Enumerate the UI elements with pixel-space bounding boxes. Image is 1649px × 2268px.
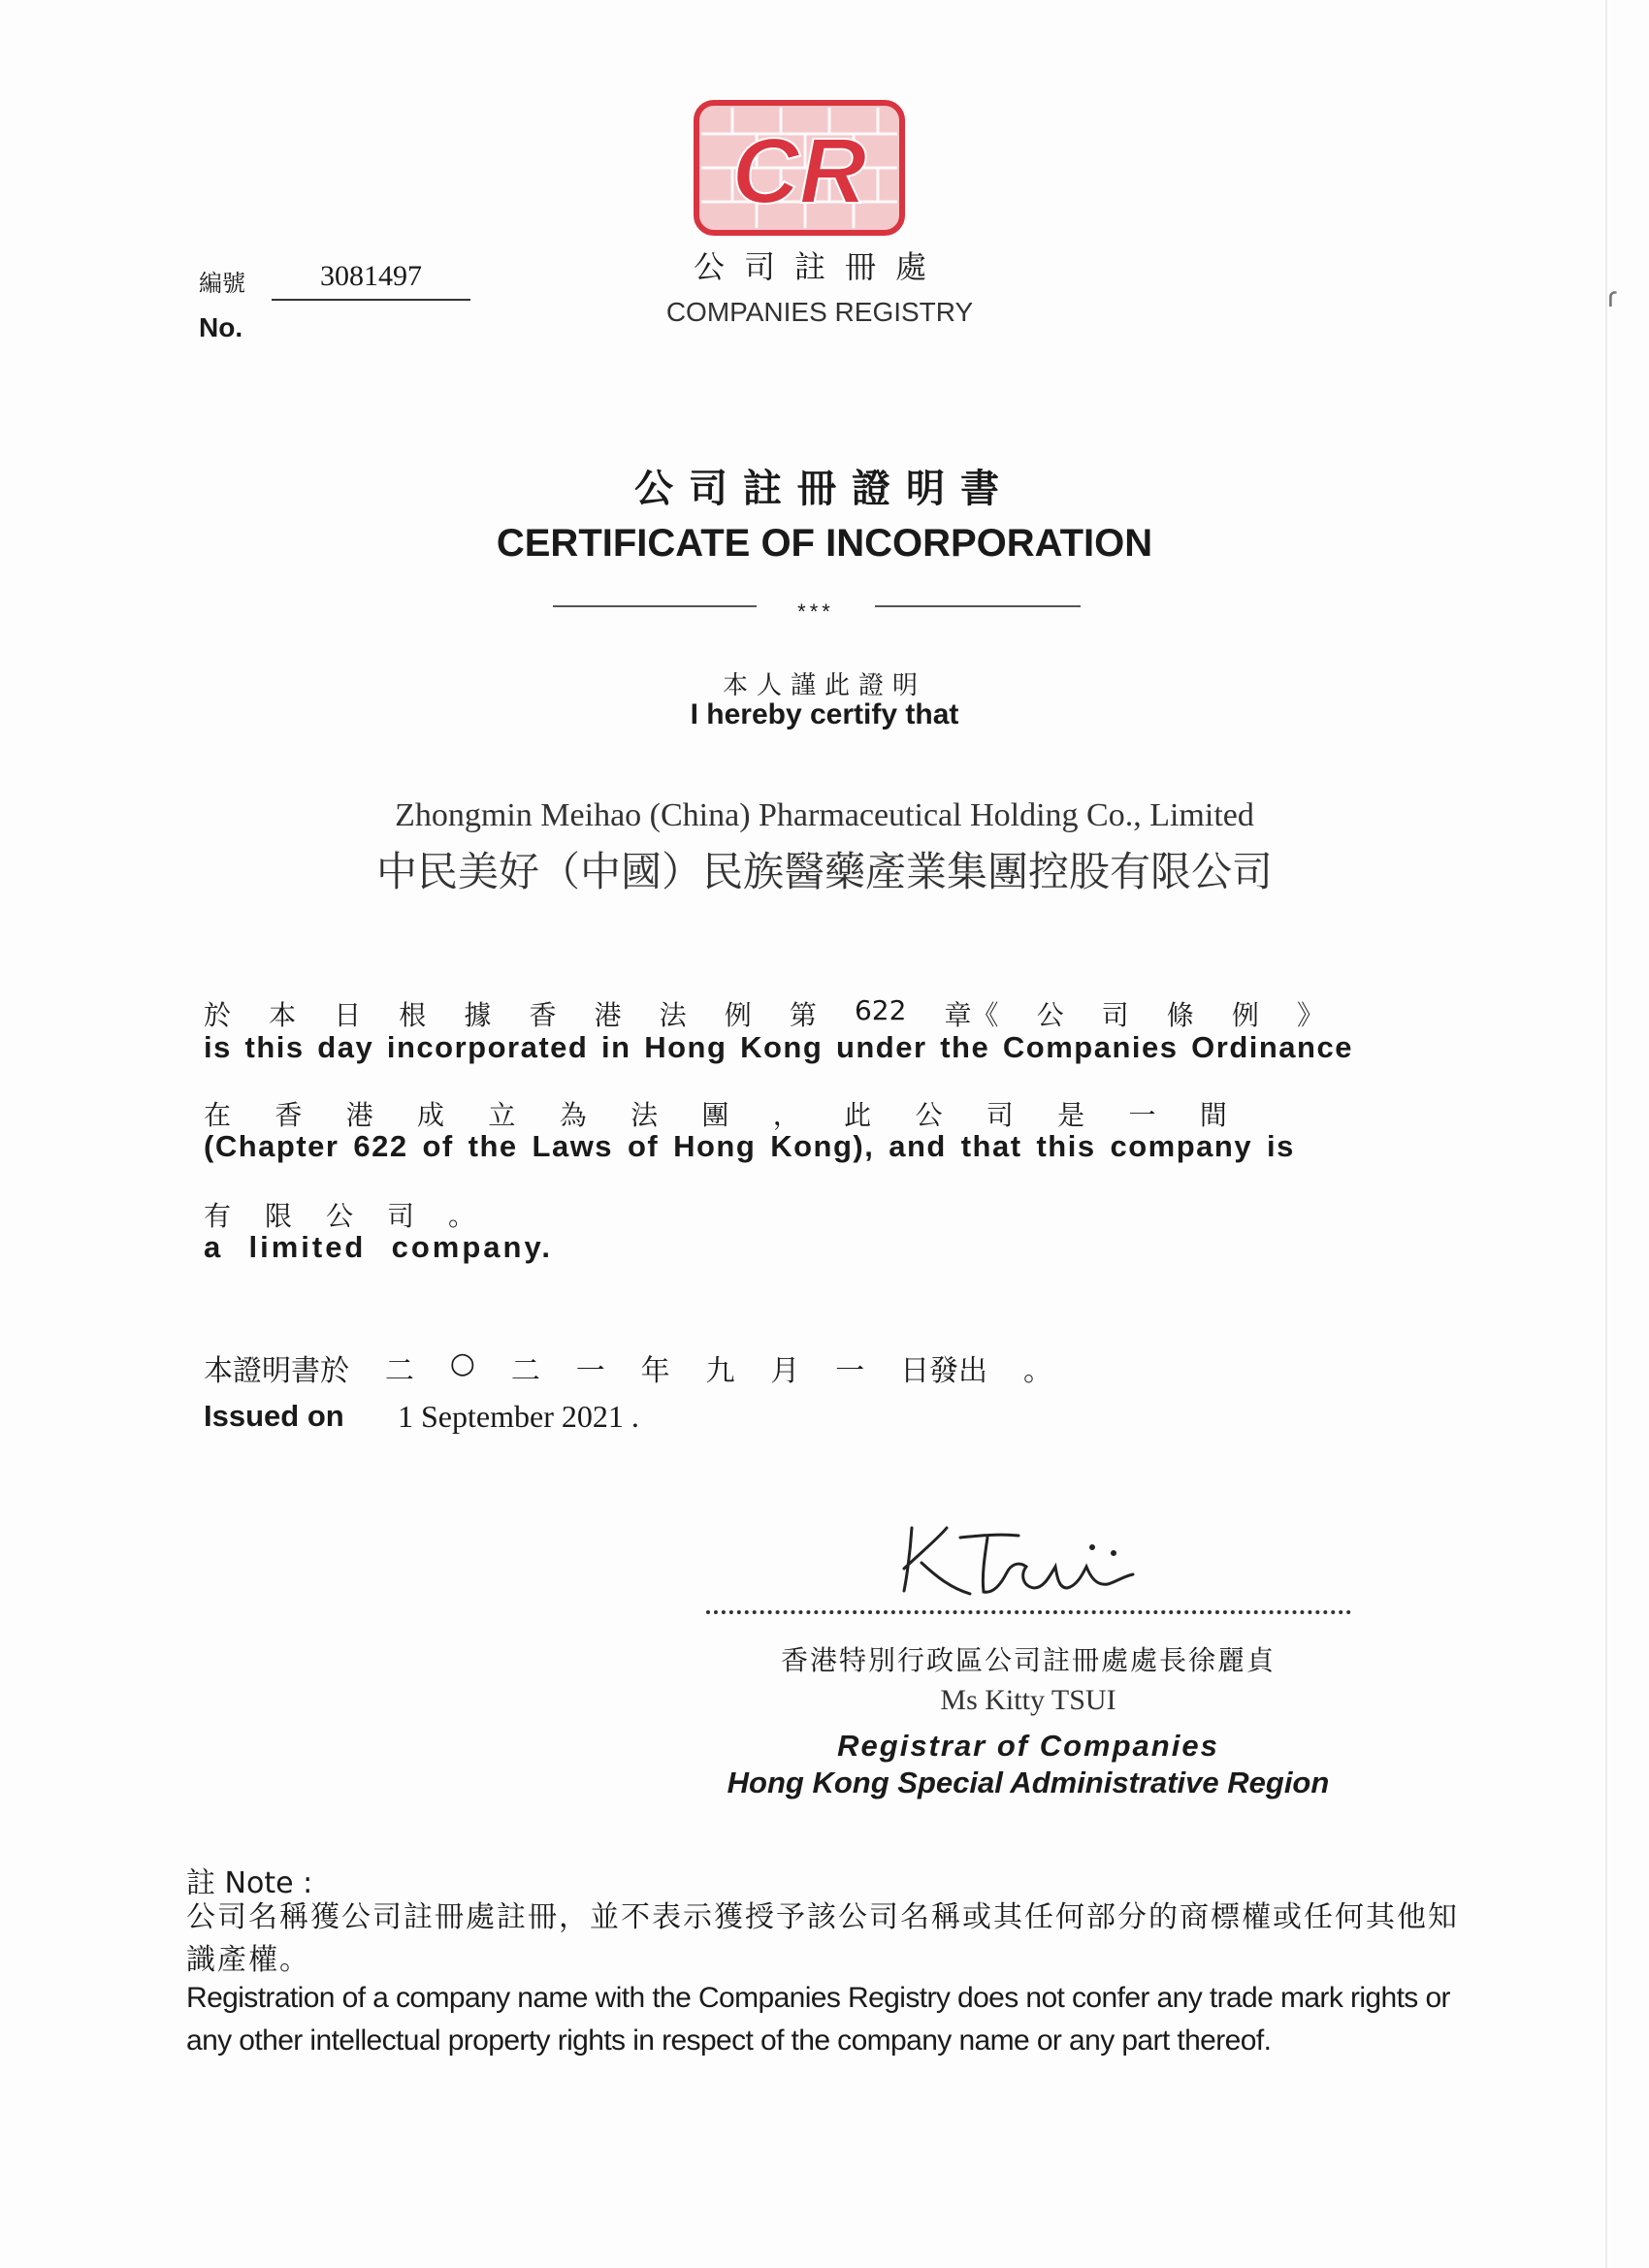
registrar-name: Ms Kitty TSUI — [940, 1684, 1116, 1716]
text-word: this — [244, 1030, 305, 1064]
text-word: 司 — [386, 1200, 414, 1232]
text-word: company — [1110, 1129, 1253, 1163]
text-word: 根 — [399, 999, 427, 1031]
text-word: 團 — [701, 1099, 729, 1131]
text-word: ， — [772, 1099, 800, 1131]
certify-zh: 本人謹此證明 — [722, 671, 926, 700]
text-word: the — [468, 1129, 518, 1163]
divider-ornament: *** — [797, 599, 834, 624]
body-line-3-en — [204, 1230, 553, 1265]
text-word: 限 — [264, 1200, 292, 1232]
logo-text: CR — [731, 119, 867, 223]
text-word: 二 — [510, 1354, 540, 1388]
text-word: 章《 — [944, 999, 999, 1031]
certify-en: I hereby certify that — [690, 698, 959, 730]
number-label-en: No. — [199, 312, 243, 342]
text-word: 香 — [275, 1099, 303, 1131]
text-word: 法 — [630, 1099, 659, 1131]
text-word: 》 — [1296, 999, 1324, 1031]
text-word: this — [1036, 1129, 1096, 1163]
body-line-2-en — [204, 1129, 1295, 1164]
text-word: 日發出 — [900, 1354, 988, 1388]
note-text-zh: 公司名稱獲公司註冊處註冊，並不表示獲授予該公司名稱或其任何部分的商標權或任何其他知識產權。 — [186, 1900, 1459, 1977]
text-word: in — [601, 1030, 631, 1064]
companies-registry-logo — [694, 100, 905, 236]
text-word: company. — [391, 1230, 553, 1264]
text-word: 成 — [417, 1099, 445, 1131]
signature-line — [706, 1610, 1351, 1614]
text-word: is — [204, 1030, 232, 1064]
text-word: 在 — [204, 1099, 232, 1131]
issued-date-zh — [204, 1346, 1052, 1389]
text-word: 日 — [334, 999, 362, 1031]
text-word: 月 — [770, 1354, 800, 1388]
text-word: 622 — [854, 994, 907, 1026]
text-word: 港 — [345, 1099, 373, 1131]
registration-number: 3081497 — [272, 260, 470, 301]
text-word: Ordinance — [1191, 1030, 1353, 1064]
registrar-title-en: Registrar of Companies — [837, 1729, 1219, 1763]
text-word: 是 — [1057, 1099, 1085, 1131]
note-text-en: Registration of a company name with the Companies Registry does not confer any trade mark rights or any other intellectual property rights in respect of the company name or any part thereof. — [186, 1982, 1450, 2057]
text-word: 年 — [640, 1354, 670, 1388]
registrar-region-en: Hong Kong Special Administrative Region — [727, 1766, 1330, 1799]
scan-edge — [1605, 0, 1607, 2268]
issued-label-en: Issued on — [204, 1399, 344, 1433]
divider-right — [875, 605, 1081, 607]
title-en: CERTIFICATE OF INCORPORATION — [496, 522, 1153, 565]
text-word: 第 — [789, 999, 817, 1031]
text-word: Laws — [532, 1129, 614, 1163]
text-word: Kong), — [770, 1129, 875, 1163]
text-word: 公 — [915, 1099, 943, 1131]
text-word: limited — [248, 1230, 367, 1264]
text-word: 公 — [325, 1200, 353, 1232]
text-word: (Chapter — [204, 1129, 340, 1163]
text-word: is — [1266, 1129, 1295, 1163]
registry-name-en: COMPANIES REGISTRY — [665, 297, 974, 327]
text-word: 立 — [488, 1099, 516, 1131]
text-word: 此 — [844, 1099, 872, 1131]
text-word: and — [889, 1129, 947, 1163]
text-word: 間 — [1199, 1099, 1227, 1131]
scan-mark: ɾ — [1607, 281, 1617, 313]
text-word: of — [627, 1129, 660, 1163]
body-line-3-zh — [204, 1195, 475, 1234]
text-word: Companies — [1002, 1030, 1179, 1064]
registry-name-zh: 公司註冊處 — [693, 248, 946, 285]
text-word: 。 — [447, 1200, 475, 1232]
text-word: ○ — [449, 1346, 475, 1380]
text-word: 例 — [1231, 999, 1259, 1031]
text-word: 622 — [353, 1129, 408, 1163]
body-line-2-zh — [204, 1094, 1227, 1133]
text-word: 於 — [204, 999, 232, 1031]
text-word: that — [960, 1129, 1022, 1163]
text-word: 本證明書於 — [204, 1354, 349, 1388]
text-word: 公 — [1036, 999, 1064, 1031]
text-word: Hong — [673, 1129, 757, 1163]
text-word: day — [317, 1030, 374, 1064]
company-name-zh: 中民美好（中國）民族醫藥產業集團控股有限公司 — [375, 848, 1273, 895]
text-word: 九 — [705, 1354, 735, 1388]
body-line-1-en — [204, 1030, 1353, 1065]
text-word: under — [835, 1030, 927, 1064]
text-word: incorporated — [386, 1030, 589, 1064]
text-word: 例 — [724, 999, 752, 1031]
text-word: 一 — [575, 1354, 605, 1388]
text-word: 有 — [204, 1200, 232, 1232]
issued-date-en: 1 September 2021 . — [398, 1399, 639, 1434]
text-word: 司 — [1101, 999, 1129, 1031]
text-word: 港 — [594, 999, 622, 1031]
note-label: 註 Note : — [186, 1866, 313, 1900]
text-word: 據 — [464, 999, 492, 1031]
title-zh: 公司註冊證明書 — [634, 467, 1015, 511]
divider-left — [553, 605, 757, 607]
text-word: Kong — [740, 1030, 824, 1064]
text-word: 為 — [559, 1099, 587, 1131]
registrar-title-zh: 香港特別行政區公司註冊處處長徐麗貞 — [780, 1644, 1276, 1676]
body-line-1-zh — [204, 994, 1324, 1033]
text-word: 司 — [986, 1099, 1014, 1131]
text-word: 。 — [1022, 1354, 1052, 1388]
text-word: 本 — [269, 999, 297, 1031]
text-word: a — [204, 1230, 224, 1264]
text-word: 一 — [835, 1354, 865, 1388]
company-name-en: Zhongmin Meihao (China) Pharmaceutical Holding Co., Limited — [395, 797, 1254, 833]
text-word: 條 — [1166, 999, 1194, 1031]
text-word: 法 — [659, 999, 687, 1031]
text-word: Hong — [644, 1030, 728, 1064]
number-label-zh: 編號 — [199, 270, 245, 297]
registrar-signature — [892, 1499, 1145, 1605]
text-word: the — [940, 1030, 990, 1064]
text-word: 香 — [529, 999, 557, 1031]
text-word: of — [422, 1129, 454, 1163]
text-word: 一 — [1128, 1099, 1156, 1131]
text-word: 二 — [384, 1354, 414, 1388]
